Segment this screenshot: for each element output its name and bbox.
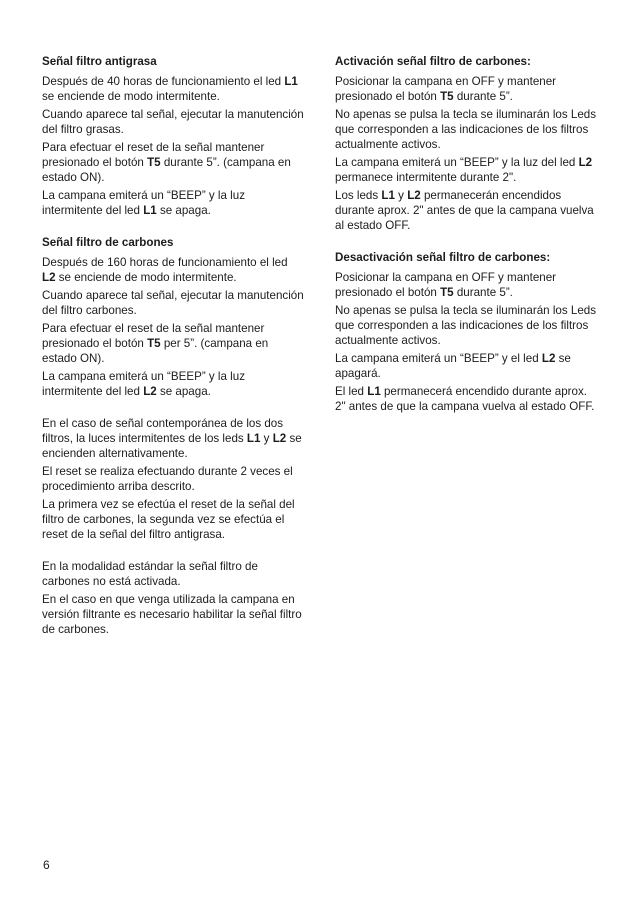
section-carbon-filter-deactivation: [335, 250, 597, 414]
paragraph: Para efectuar el reset de la señal mantener presionado el botón T5 durante 5”. (campana en estado ON).: [42, 141, 291, 184]
section-carbon-filter-activation: [335, 54, 597, 233]
paragraph: El reset se realiza efectuando durante 2 veces el procedimiento arriba descrito.: [42, 465, 293, 493]
paragraph: La primera vez se efectúa el reset de la señal del filtro de carbones, la segunda vez se efectúa el reset de la señal del filtro antigrasa.: [42, 498, 295, 541]
heading-carbon-filter-deactivation: Desactivación señal filtro de carbones:: [335, 251, 551, 264]
paragraph: Después de 40 horas de funcionamiento el led L1 se enciende de modo intermitente.: [42, 75, 298, 103]
paragraph: No apenas se pulsa la tecla se iluminarán los Leds que corresponden a las indicaciones de los filtros actualmente activos.: [335, 304, 597, 347]
section-standard-mode: [42, 559, 304, 637]
paragraph: Posicionar la campana en OFF y mantener presionado el botón T5 durante 5”.: [335, 271, 557, 299]
paragraph: Cuando aparece tal señal, ejecutar la manutención del filtro carbones.: [42, 289, 304, 317]
page-number: 6: [43, 858, 50, 872]
paragraph: En el caso de señal contemporánea de los dos filtros, la luces intermitentes de los leds L1 y L2 se encienden alternativamente.: [42, 417, 302, 460]
paragraph: La campana emiterá un “BEEP” y la luz intermitente del led L2 se apaga.: [42, 370, 245, 398]
paragraph: La campana emiterá un “BEEP” y el led L2 se apagará.: [335, 352, 571, 380]
paragraph: Los leds L1 y L2 permanecerán encendidos durante aprox. 2" antes de que la campana vuelva al estado OFF.: [335, 189, 594, 232]
paragraph: En el caso en que venga utilizada la campana en versión filtrante es necesario habilitar la señal filtro de carbones.: [42, 593, 302, 636]
paragraph: En la modalidad estándar la señal filtro de carbones no está activada.: [42, 560, 258, 588]
section-carbon-filter-signal: [42, 235, 304, 399]
heading-carbon-filter-signal: Señal filtro de carbones: [42, 236, 174, 249]
paragraph: Posicionar la campana en OFF y mantener presionado el botón T5 durante 5”.: [335, 75, 557, 103]
paragraph: Cuando aparece tal señal, ejecutar la manutención del filtro grasas.: [42, 108, 304, 136]
heading-carbon-filter-activation: Activación señal filtro de carbones:: [335, 55, 531, 68]
paragraph: Para efectuar el reset de la señal mantener presionado el botón T5 per 5”. (campana en estado ON).: [42, 322, 269, 365]
paragraph: Después de 160 horas de funcionamiento el led L2 se enciende de modo intermitente.: [42, 256, 288, 284]
paragraph: No apenas se pulsa la tecla se iluminarán los Leds que corresponden a las indicaciones de los filtros actualmente activos.: [335, 108, 597, 151]
section-simultaneous-signal: [42, 416, 304, 542]
heading-grease-filter-signal: Señal filtro antigrasa: [42, 55, 157, 68]
right-column: [335, 54, 597, 417]
left-column: [42, 54, 304, 640]
paragraph: El led L1 permanecerá encendido durante aprox. 2" antes de que la campana vuelva al estado OFF.: [335, 385, 595, 413]
section-grease-filter-signal: [42, 54, 304, 218]
paragraph: La campana emiterá un “BEEP” y la luz intermitente del led L1 se apaga.: [42, 189, 245, 217]
paragraph: La campana emiterá un “BEEP” y la luz del led L2 permanece intermitente durante 2".: [335, 156, 593, 184]
